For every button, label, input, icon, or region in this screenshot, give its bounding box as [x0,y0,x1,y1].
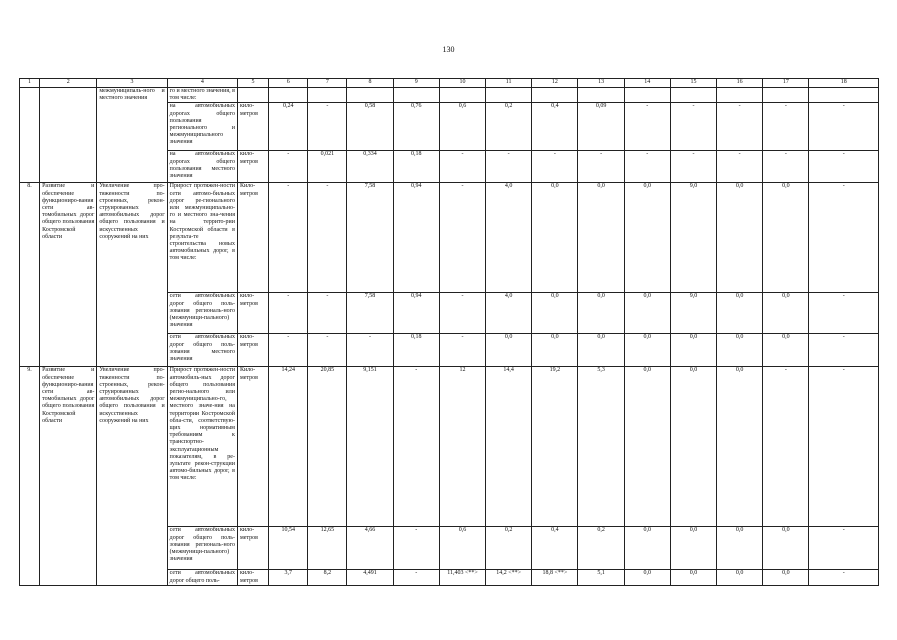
value-cell: 0,2 [578,527,624,570]
value-cell: 0,18 [393,151,439,183]
value-cell: 0,0 [624,183,670,293]
column-number-cell: 11 [486,79,532,88]
column-number-cell: 18 [809,79,879,88]
value-cell: 19,2 [532,367,578,527]
value-cell [439,88,485,103]
column-number-cell: 10 [439,79,485,88]
value-cell: - [809,103,879,151]
value-cell [809,88,879,103]
value-cell [670,88,716,103]
value-cell [393,88,439,103]
value-cell: 9,0 [670,293,716,334]
value-cell: 0,0 [624,570,670,585]
value-cell: 0,0 [717,527,763,570]
value-cell: 0,334 [347,151,393,183]
value-cell: 0,0 [670,367,716,527]
value-cell: - [763,103,809,151]
value-cell: 0,0 [532,183,578,293]
value-cell: 3,7 [269,570,308,585]
row-number-cell: 8. [20,183,40,367]
value-cell: 0,94 [393,183,439,293]
value-cell: 0,0 [763,183,809,293]
value-cell [624,88,670,103]
value-cell: - [809,367,879,527]
value-cell: - [670,151,716,183]
indicator-cell: Прирост протяжен-ности автомобиль-ных дорог общего пользования регио-нального или межмуниципально-го, местного значе-ния на территории Костромской обла-сти, соответствую-щих нормативным требованиям к транспортно-эксплуатационным показателям, в ре-зультате рекон-струкции автомо-бильных дорог, в том числе: [167,367,237,527]
value-cell: - [809,334,879,367]
value-cell: 0,0 [624,527,670,570]
value-cell: 18,8 <**> [532,570,578,585]
value-cell: - [269,293,308,334]
value-cell [308,88,347,103]
value-cell: 0,2 [486,103,532,151]
value-cell [717,88,763,103]
unit-cell: кило-метров [237,570,268,585]
value-cell: 0,2 [486,527,532,570]
value-cell: 0,4 [532,103,578,151]
value-cell: 0,0 [578,293,624,334]
column-number-cell: 6 [269,79,308,88]
value-cell: 0,0 [624,293,670,334]
indicator-cell: сети автомобильных дорог общего поль-зования региональ-ного (межмуници-пального) значения [167,293,237,334]
value-cell: 5,1 [578,570,624,585]
value-cell [486,88,532,103]
value-cell: - [809,183,879,293]
value-cell: 0,58 [347,103,393,151]
value-cell: 0,0 [717,293,763,334]
value-cell: - [717,151,763,183]
value-cell: 0,0 [670,334,716,367]
indicator-cell: го и местного значения, в том числе: [167,88,237,103]
value-cell: 0,0 [532,293,578,334]
value-cell: 4,0 [486,183,532,293]
value-cell: 0,4 [532,527,578,570]
column-number-cell: 16 [717,79,763,88]
value-cell: 0,0 [717,367,763,527]
value-cell: 0,24 [269,103,308,151]
column-number-cell: 7 [308,79,347,88]
indicators-table [19,78,879,586]
column-number-cell: 15 [670,79,716,88]
indicator-cell: на автомобильных дорогах общего пользования регионального и межмуниципального значения [167,103,237,151]
indicator-cell: сети автомобильных дорог общего поль- [167,570,237,585]
value-cell: - [269,334,308,367]
activity-cell: межмуниципаль-ного и местного значения [97,88,167,183]
value-cell: 14,24 [269,367,308,527]
value-cell: - [809,527,879,570]
value-cell: - [308,183,347,293]
value-cell [578,88,624,103]
value-cell: - [809,570,879,585]
value-cell: - [809,151,879,183]
value-cell: - [624,103,670,151]
task-cell: Развитие и обеспечение функциониро-вания сети ав-томобильных дорог общего пользования Костромской области [40,183,97,367]
value-cell: 7,58 [347,293,393,334]
column-number-cell: 13 [578,79,624,88]
indicator-cell: Прирост протяжен-ности сети автомо-бильных дорог ре-гионального или межмуниципально-го и местного зна-чения на террито-рии Костромской области в результа-те строительства новых автомобильных дорог, в том числе: [167,183,237,293]
value-cell: 0,09 [578,103,624,151]
value-cell: 4,66 [347,527,393,570]
column-number-cell: 12 [532,79,578,88]
value-cell: 14,2 <**> [486,570,532,585]
value-cell: 8,2 [308,570,347,585]
value-cell: 11,403 <**> [439,570,485,585]
value-cell: - [717,103,763,151]
value-cell: 0,76 [393,103,439,151]
row-number-cell: 9. [20,367,40,585]
column-number-cell: 17 [763,79,809,88]
unit-cell: кило-метров [237,527,268,570]
unit-cell: кило-метров [237,151,268,183]
column-number-cell: 9 [393,79,439,88]
value-cell: - [670,103,716,151]
value-cell: 4,491 [347,570,393,585]
value-cell [347,88,393,103]
unit-cell: Кило-метров [237,183,268,293]
unit-cell: Кило-метров [237,367,268,527]
value-cell: - [308,293,347,334]
value-cell: - [393,570,439,585]
column-number-cell: 5 [237,79,268,88]
value-cell: - [347,334,393,367]
value-cell: 0,94 [393,293,439,334]
value-cell: 0,0 [670,527,716,570]
indicator-cell: сети автомобильных дорог общего поль-зования региональ-ного (межмуници-пального) значения [167,527,237,570]
value-cell: - [439,334,485,367]
column-number-cell: 1 [20,79,40,88]
value-cell: 0,18 [393,334,439,367]
value-cell: - [439,183,485,293]
activity-cell: Увеличение про-тяженности по-строенных, рекон-струированных автомобильных дорог общего пользования и искусственных сооружений на них [97,367,167,585]
value-cell: - [532,151,578,183]
value-cell: - [269,151,308,183]
value-cell: 7,58 [347,183,393,293]
value-cell: 14,4 [486,367,532,527]
value-cell: 0,021 [308,151,347,183]
value-cell: 0,0 [717,570,763,585]
value-cell: - [393,367,439,527]
column-number-cell: 14 [624,79,670,88]
row-number-cell [20,88,40,183]
column-number-cell: 2 [40,79,97,88]
column-number-cell: 4 [167,79,237,88]
value-cell: 20,85 [308,367,347,527]
value-cell: 0,0 [624,367,670,527]
value-cell: 0,0 [532,334,578,367]
value-cell: - [393,527,439,570]
value-cell: - [308,334,347,367]
value-cell: 0,0 [763,527,809,570]
value-cell: 0,0 [763,334,809,367]
value-cell: - [763,367,809,527]
value-cell: - [624,151,670,183]
value-cell: - [578,151,624,183]
unit-cell: кило-метров [237,103,268,151]
page-number: 130 [442,45,455,54]
value-cell [532,88,578,103]
column-number-cell: 8 [347,79,393,88]
value-cell: 0,0 [578,334,624,367]
value-cell: - [763,151,809,183]
value-cell: 0,0 [486,334,532,367]
value-cell: - [809,293,879,334]
value-cell: 9,0 [670,183,716,293]
value-cell: 12 [439,367,485,527]
value-cell [763,88,809,103]
unit-cell [237,88,268,103]
indicator-cell: сети автомобильных дорог общего поль-зования местного значения [167,334,237,367]
value-cell: 4,0 [486,293,532,334]
activity-cell: Увеличение про-тяженности по-строенных, рекон-струированных автомобильных дорог общего пользования и искусственных сооружений на них [97,183,167,367]
unit-cell: кило-метров [237,334,268,367]
value-cell: 5,3 [578,367,624,527]
value-cell: 0,6 [439,527,485,570]
value-cell: 0,0 [763,570,809,585]
value-cell: 9,151 [347,367,393,527]
value-cell: 0,0 [763,293,809,334]
table-row [20,183,879,293]
indicator-cell: на автомобильных дорогах общего пользования местного значения [167,151,237,183]
header-row [20,79,879,88]
value-cell: - [439,151,485,183]
value-cell: 0,0 [717,183,763,293]
value-cell: 0,6 [439,103,485,151]
value-cell: 12,65 [308,527,347,570]
value-cell: 0,0 [624,334,670,367]
task-cell [40,88,97,183]
value-cell: - [269,183,308,293]
value-cell: - [308,103,347,151]
column-number-cell: 3 [97,79,167,88]
value-cell [269,88,308,103]
task-cell: Развитие и обеспечение функциониро-вания сети ав-томобильных дорог общего пользования Костромской области [40,367,97,585]
unit-cell: кило-метров [237,293,268,334]
value-cell: - [486,151,532,183]
value-cell: - [439,293,485,334]
value-cell: 0,0 [670,570,716,585]
value-cell: 10,54 [269,527,308,570]
table-row [20,367,879,527]
value-cell: 0,0 [578,183,624,293]
value-cell: 0,0 [717,334,763,367]
table-row [20,88,879,103]
